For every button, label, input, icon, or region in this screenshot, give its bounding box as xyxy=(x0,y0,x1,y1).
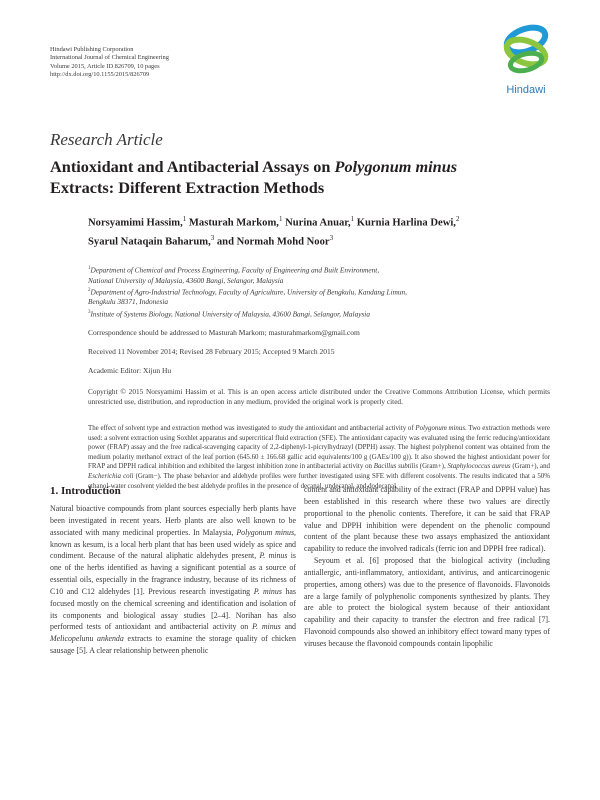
article-title xyxy=(50,156,550,198)
affiliation-item xyxy=(88,308,538,320)
body-paragraph xyxy=(304,555,550,650)
author-list xyxy=(88,212,548,250)
affiliation-item xyxy=(88,264,538,286)
affil-text-cont: National University of Malaysia, 43600 Bangi, Selangor, Malaysia xyxy=(88,275,284,285)
author-affil-mark: 1 xyxy=(278,215,283,223)
body-column-left xyxy=(50,503,296,657)
body-text: Seyoum et al. [6] proposed that the biological activity (including antiallergic, anti-inflammatory, antioxidant, antivirus, and anticarcinogenic properties, among others) was due to the presence of flavonoids. Flavonoids are a large family of polyphenolic components synthesized by plants. They are able to protect the biological system because of their antioxidant capability and their capacity to transfer the electron and free radical [7]. Flavonoid compounds also showed an inhibitory effect toward many types of viruses because the flavonoid compounds contain lipophilic xyxy=(304,556,550,648)
author-name: Syarul Nataqain Baharum, xyxy=(88,236,211,248)
author-affil-mark: 1 xyxy=(182,215,187,223)
copyright-notice: Copyright © 2015 Norsyamimi Hassim et al. This is an open access article distributed under the Creative Commons Attribution License, which permits unrestricted use, distribution, and reproduction in any medium, provided the original work is properly cited. xyxy=(88,387,550,407)
hindawi-logo-text: Hindawi xyxy=(506,84,546,96)
author-affil-mark: 3 xyxy=(210,234,215,243)
hindawi-logo xyxy=(496,18,556,98)
journal-name: International Journal of Chemical Engineering xyxy=(50,54,169,62)
title-part-2: Extracts: Different Extraction Methods xyxy=(50,178,325,197)
affil-text: Department of Agro-Industrial Technology, Faculty of Agriculture, University of Bengkulu, Kandang Limun, xyxy=(90,287,408,297)
body-column-right xyxy=(304,484,550,650)
hindawi-logo-icon xyxy=(496,18,556,82)
body-text: extracts to examine the storage quality of chicken sausage [5]. A clear relationship between phenolic xyxy=(50,634,296,656)
body-paragraph: content and antioxidant capability of the extract (FRAP and DPPH value) has been established in this research where these two values are directly proportional to the phenolic contents. Therefore, it can be said that FRAP value and DPPH inhibition were dependent on the phenolic compound content of the plant because these two assays emphasized the antioxidant capability to reduce the involved radicals (ferric ion and DPPH free radical). xyxy=(304,485,550,554)
doi-link[interactable]: http://dx.doi.org/10.1155/2015/826709 xyxy=(50,71,150,79)
section-heading-introduction: 1. Introduction xyxy=(50,485,121,497)
body-text: and xyxy=(280,622,297,632)
affil-text: Department of Chemical and Process Engineering, Faculty of Engineering and Built Environment, xyxy=(90,265,380,275)
body-text: is one of the herbs identified as having a significant potential as a source of essential oils, especially in the fragrance industry, because of its richness of C10 and C12 aldehydes [1]. Previous research investigating xyxy=(50,551,296,596)
body-italic: P. minus xyxy=(253,586,282,596)
academic-editor: Academic Editor: Xijun Hu xyxy=(88,366,172,375)
body-text: has focused mostly on the chemical screening and identification and isolation of its components and biological assay studies [2–4]. Norihan has also performed tests of antioxidant and antibacterial activity on xyxy=(50,586,296,632)
volume-info: Volume 2015, Article ID 826709, 10 pages xyxy=(50,62,160,70)
abstract-italic: Polygonum minus xyxy=(415,425,465,432)
author-affil-mark: 3 xyxy=(329,234,334,243)
abstract-text: . Two extraction methods were used: a solvent extraction using Soxhlet apparatus and supercritical fluid extraction (SFE). The antioxidant capacity was evaluated using the ferric reducing/antioxidant power (FRAP) assay and the free radical-scavenging capacity of 2,2-diphenyl-1-picrylhydrazyl (DPPH) assay. The highest polyphenol content was obtained from the medium polarity methanol extract of the leaf portion (645.60 ± 166.68 gallic acid equivalents/100 g (GAEs/100 g)). It also showed the highest antioxidant power for FRAP and DPPH radical inhibition and exhibited the largest inhibition zone in antibacterial activity on xyxy=(88,425,550,471)
author-name: Kurnia Harlina Dewi, xyxy=(354,217,456,229)
affil-text: Institute of Systems Biology, National University of Malaysia, 43600 Bangi, Selangor, Malaysia xyxy=(90,309,370,319)
body-text: Natural bioactive compounds from plant sources especially herb plants have been investigated in recent years. Herb plants are also well known to be associated with many medicinal properties. In Malaysia, xyxy=(50,504,296,537)
affil-mark: 3 xyxy=(88,309,91,315)
body-italic: Polygonum minus xyxy=(236,527,295,537)
affil-mark: 2 xyxy=(88,287,91,293)
correspondence-line: Correspondence should be addressed to Masturah Markom; masturahmarkom@gmail.com xyxy=(88,328,360,337)
title-italic: Polygonum minus xyxy=(334,157,458,176)
author-name: Masturah Markom, xyxy=(186,217,279,229)
abstract-italic: Escherichia coli xyxy=(88,472,134,480)
abstract xyxy=(88,424,550,491)
abstract-text: (Gram−). The phase behavior and aldehyde profiles were further investigated using SFE with different cosolvents. The results indicated that a 50% ethanol-water cosolvent yielded the best aldehyde profiles in the presence of decanal, undecanal, and dodecanal. xyxy=(88,472,550,490)
dates-line: Received 11 November 2014; Revised 28 February 2015; Accepted 9 March 2015 xyxy=(88,347,335,356)
affil-text-cont: Bengkulu 38371, Indonesia xyxy=(88,297,169,307)
abstract-text: (Gram+), and xyxy=(510,463,550,471)
abstract-italic: Bacillus subtilis xyxy=(373,463,419,471)
body-italic: P. minus xyxy=(252,622,281,632)
abstract-italic: Staphylococcus aureus xyxy=(447,463,511,471)
publisher-name: Hindawi Publishing Corporation xyxy=(50,46,134,53)
author-name: Norsyamimi Hassim, xyxy=(88,217,183,229)
author-name: and Normah Mohd Noor xyxy=(214,236,330,248)
body-italic: Melicopelunu ankenda xyxy=(50,634,124,644)
journal-info xyxy=(50,46,350,80)
article-type: Research Article xyxy=(50,130,163,149)
author-affil-mark: 2 xyxy=(455,215,460,223)
author-name: Nurina Anuar, xyxy=(282,217,351,229)
author-affil-mark: 1 xyxy=(350,215,355,223)
affiliations xyxy=(88,264,538,319)
affil-mark: 1 xyxy=(88,266,91,271)
title-part-1: Antioxidant and Antibacterial Assays on xyxy=(50,157,335,176)
abstract-text: The effect of solvent type and extraction method was investigated to study the antioxidant and antibacterial activity of xyxy=(88,425,416,432)
body-italic: P. minus xyxy=(259,551,288,561)
abstract-text: (Gram+), xyxy=(418,463,448,471)
body-text: , known as kesum, is a local herb plant that has been used widely as spice and condiment. Because of the natural aliphatic aldehydes present, xyxy=(50,527,296,561)
affiliation-item xyxy=(88,286,538,308)
